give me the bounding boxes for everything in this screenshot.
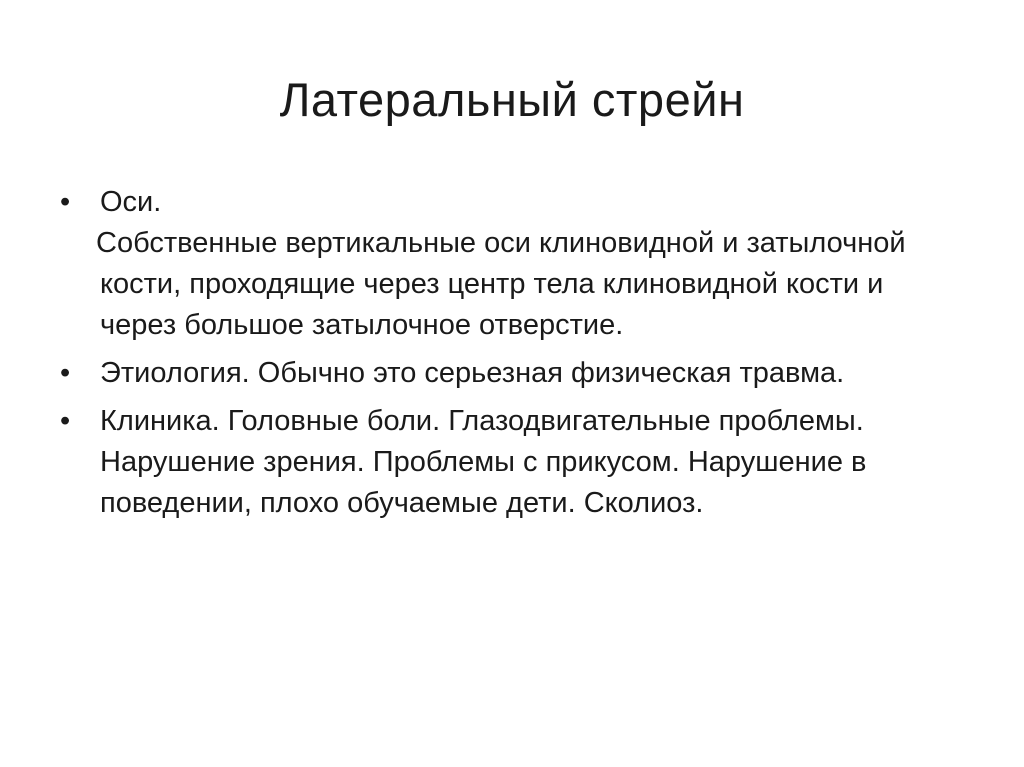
bullet-symbol: • <box>60 405 71 437</box>
bullet-text-clinic: Клиника. Головные боли. Глазодвигательные проблемы. Нарушение зрения. Проблемы с прикусом. Нарушение в поведении, плохо обучаемые дети. Сколиоз. <box>100 405 867 519</box>
bullet-symbol: • <box>60 357 71 389</box>
slide-title: Латеральный стрейн <box>279 73 745 126</box>
bullet-item-etiology <box>56 353 966 394</box>
bullet-text-etiology: Этиология. Обычно это серьезная физическая травма. <box>100 357 845 389</box>
slide-content <box>56 182 966 524</box>
bullet-symbol: • <box>60 186 71 218</box>
bullet-text-axes: Оси. <box>100 186 162 218</box>
bullet-item-axes <box>56 182 966 223</box>
axes-description: Собственные вертикальные оси клиновидной и затылочной кости, проходящие через центр тела клиновидной кости и через большое затылочное отверстие. <box>96 227 906 341</box>
bullet-item-clinic <box>56 401 966 524</box>
